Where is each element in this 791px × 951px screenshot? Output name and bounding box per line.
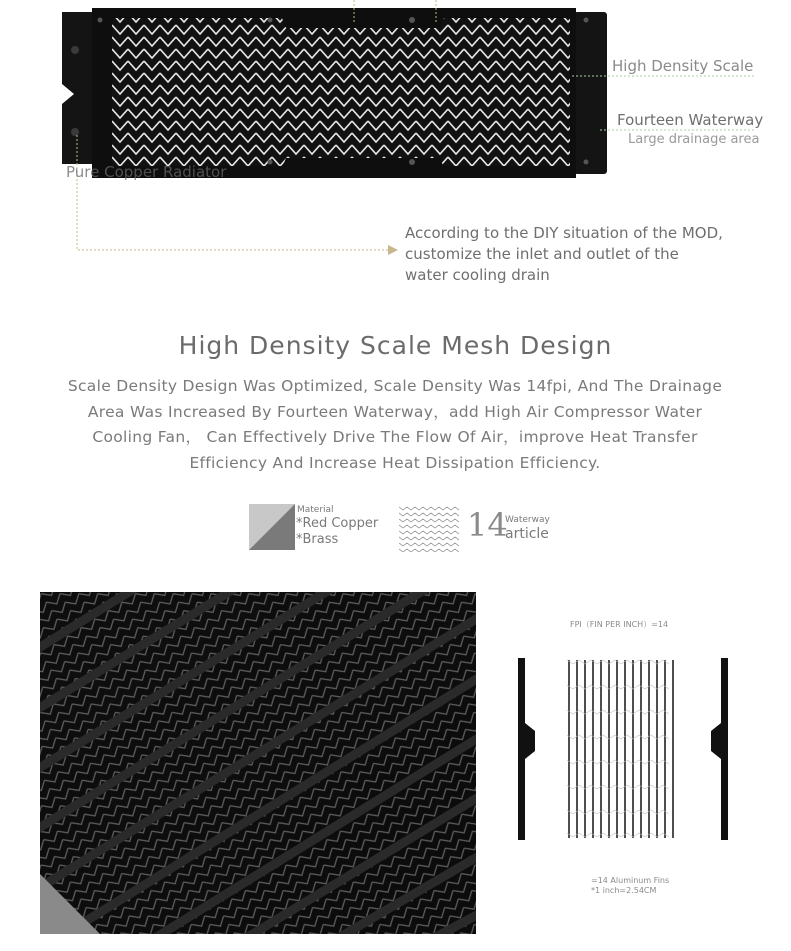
fin-diagram: [515, 655, 731, 843]
description-line: Area Was Increased By Fourteen Waterway，add High Air Compressor Water: [87, 402, 703, 421]
fpi-title: FPI（FIN PER INCH）=14: [570, 620, 669, 629]
waterway-unit: article: [505, 526, 549, 542]
section-heading: High Density Scale Mesh Design: [178, 331, 613, 360]
diy-note-line: water cooling drain: [405, 266, 550, 284]
callout-fourteen-waterway: Fourteen Waterway: [617, 111, 764, 129]
radiator-closeup-photo: [40, 592, 476, 934]
diy-note-line: customize the inlet and outlet of the: [405, 245, 679, 263]
waterway-label: Waterway: [505, 515, 550, 525]
waterway-count: 14: [467, 506, 508, 544]
callout-drainage: Large drainage area: [628, 132, 760, 147]
material-label: Material: [297, 505, 334, 515]
fin-note-inch: *1 inch=2.54CM: [591, 886, 657, 895]
section-description: [35, 374, 755, 476]
callout-high-density: High Density Scale: [612, 57, 754, 75]
fin-note-count: =14 Aluminum Fins: [591, 876, 670, 885]
diy-note: [405, 223, 765, 286]
material-red-copper: *Red Copper: [296, 516, 379, 531]
callout-pure-copper: Pure Copper Radiator: [66, 163, 227, 181]
diy-note-line: According to the DIY situation of the MOD,: [405, 224, 723, 242]
description-line: Efficiency And Increase Heat Dissipation Efficiency.: [189, 453, 601, 472]
description-line: Scale Density Design Was Optimized, Scale Density Was 14fpi, And The Drainage: [67, 377, 723, 395]
material-icon: [249, 504, 295, 550]
material-brass: *Brass: [296, 532, 339, 547]
waterway-wave-icon: [399, 504, 463, 552]
description-line: Cooling Fan， Can Effectively Drive The Flow Of Air，improve Heat Transfer: [92, 428, 698, 446]
